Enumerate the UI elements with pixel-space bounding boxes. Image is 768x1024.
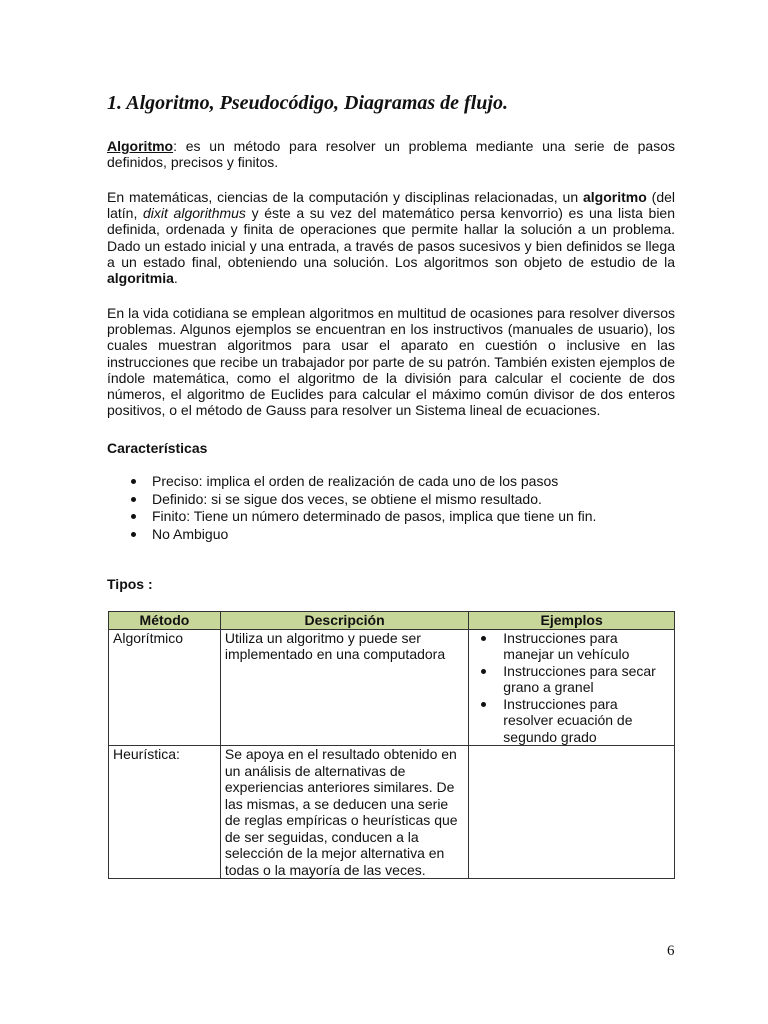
tipos-table [108, 611, 675, 879]
cell-ejemplos [469, 629, 675, 746]
list-item: Preciso: implica el orden de realización de cada uno de los pasos [107, 473, 596, 491]
intro-bold-algoritmo: algoritmo [583, 189, 647, 205]
intro-bold-algoritmia: algoritmia [107, 270, 174, 287]
page-number: 6 [667, 943, 675, 959]
intro-text-2: (del latín, [107, 189, 676, 222]
table-row [109, 746, 675, 879]
definition-text: : es un método para resolver un problema mediante una serie de pasos definidos, precisos y finitos. [107, 138, 675, 171]
cell-descripcion: Utiliza un algoritmo y puede ser implementado en una computadora [220, 629, 468, 746]
definition-paragraph [107, 138, 675, 170]
list-item: No Ambiguo [107, 526, 596, 544]
cell-metodo: Heurística: [109, 746, 221, 879]
intro-text-1: En matemáticas, ciencias de la computación y disciplinas relacionadas, un [107, 189, 583, 205]
intro-text-3: y éste a su vez del matemático persa kenvorrio) es una lista bien definida, ordenada y finita de operaciones que permite hallar la solución a un problema. Dado un estado inicial y una entrada, a través de pasos sucesivos y bien definidos se llega a un estado final, obteniendo una solución. Los algoritmos son objeto de estudio de la [107, 205, 676, 270]
table-row [109, 629, 675, 746]
list-item: Instrucciones para secar grano a granel [473, 663, 670, 696]
header-metodo: Método [109, 612, 221, 630]
list-item: Finito: Tiene un número determinado de pasos, implica que tiene un fin. [107, 508, 596, 526]
page-title: 1. Algoritmo, Pseudocódigo, Diagramas de flujo. [107, 92, 508, 114]
cell-descripcion: Se apoya en el resultado obtenido en un análisis de alternativas de experiencias anteriores similares. De las mismas, a se deducen una serie de reglas empíricas o heurísticas que de ser seguidas, conducen a la selección de la mejor alternativa en todas o la mayoría de las veces. [220, 746, 468, 879]
intro-text-4: . [173, 270, 178, 287]
cell-metodo: Algorítmico [109, 629, 221, 746]
ejemplos-list [473, 630, 670, 746]
cell-ejemplos [469, 746, 675, 879]
header-descripcion: Descripción [220, 612, 468, 630]
list-item: Definido: si se sigue dos veces, se obtiene el mismo resultado. [107, 491, 596, 509]
list-item: Instrucciones para resolver ecuación de segundo grado [473, 696, 670, 746]
intro-italic-latin: dixit algorithmus [143, 205, 246, 222]
daily-life-paragraph: En la vida cotidiana se emplean algoritmos en multitud de ocasiones para resolver diversos problemas. Algunos ejemplos se encuentran en los instructivos (manuales de usuario), los cuales muestran algoritmos para usar el aparato en cuestión o inclusive en las instrucciones que recibe un trabajador por parte de su patrón. También existen ejemplos de índole matemática, como el algoritmo de la división para calcular el cociente de dos números, el algoritmo de Euclides para calcular el máximo común divisor de dos enteros positivos, o el método de Gauss para resolver un Sistema lineal de ecuaciones. [107, 305, 675, 419]
table-header-row [109, 612, 675, 630]
header-ejemplos: Ejemplos [469, 612, 675, 630]
list-item: Instrucciones para manejar un vehículo [473, 630, 670, 663]
intro-paragraph [107, 189, 675, 286]
definition-term: Algoritmo [107, 138, 174, 154]
caracteristicas-list [107, 473, 596, 543]
caracteristicas-heading: Características [107, 440, 208, 456]
tipos-heading: Tipos : [107, 576, 153, 592]
